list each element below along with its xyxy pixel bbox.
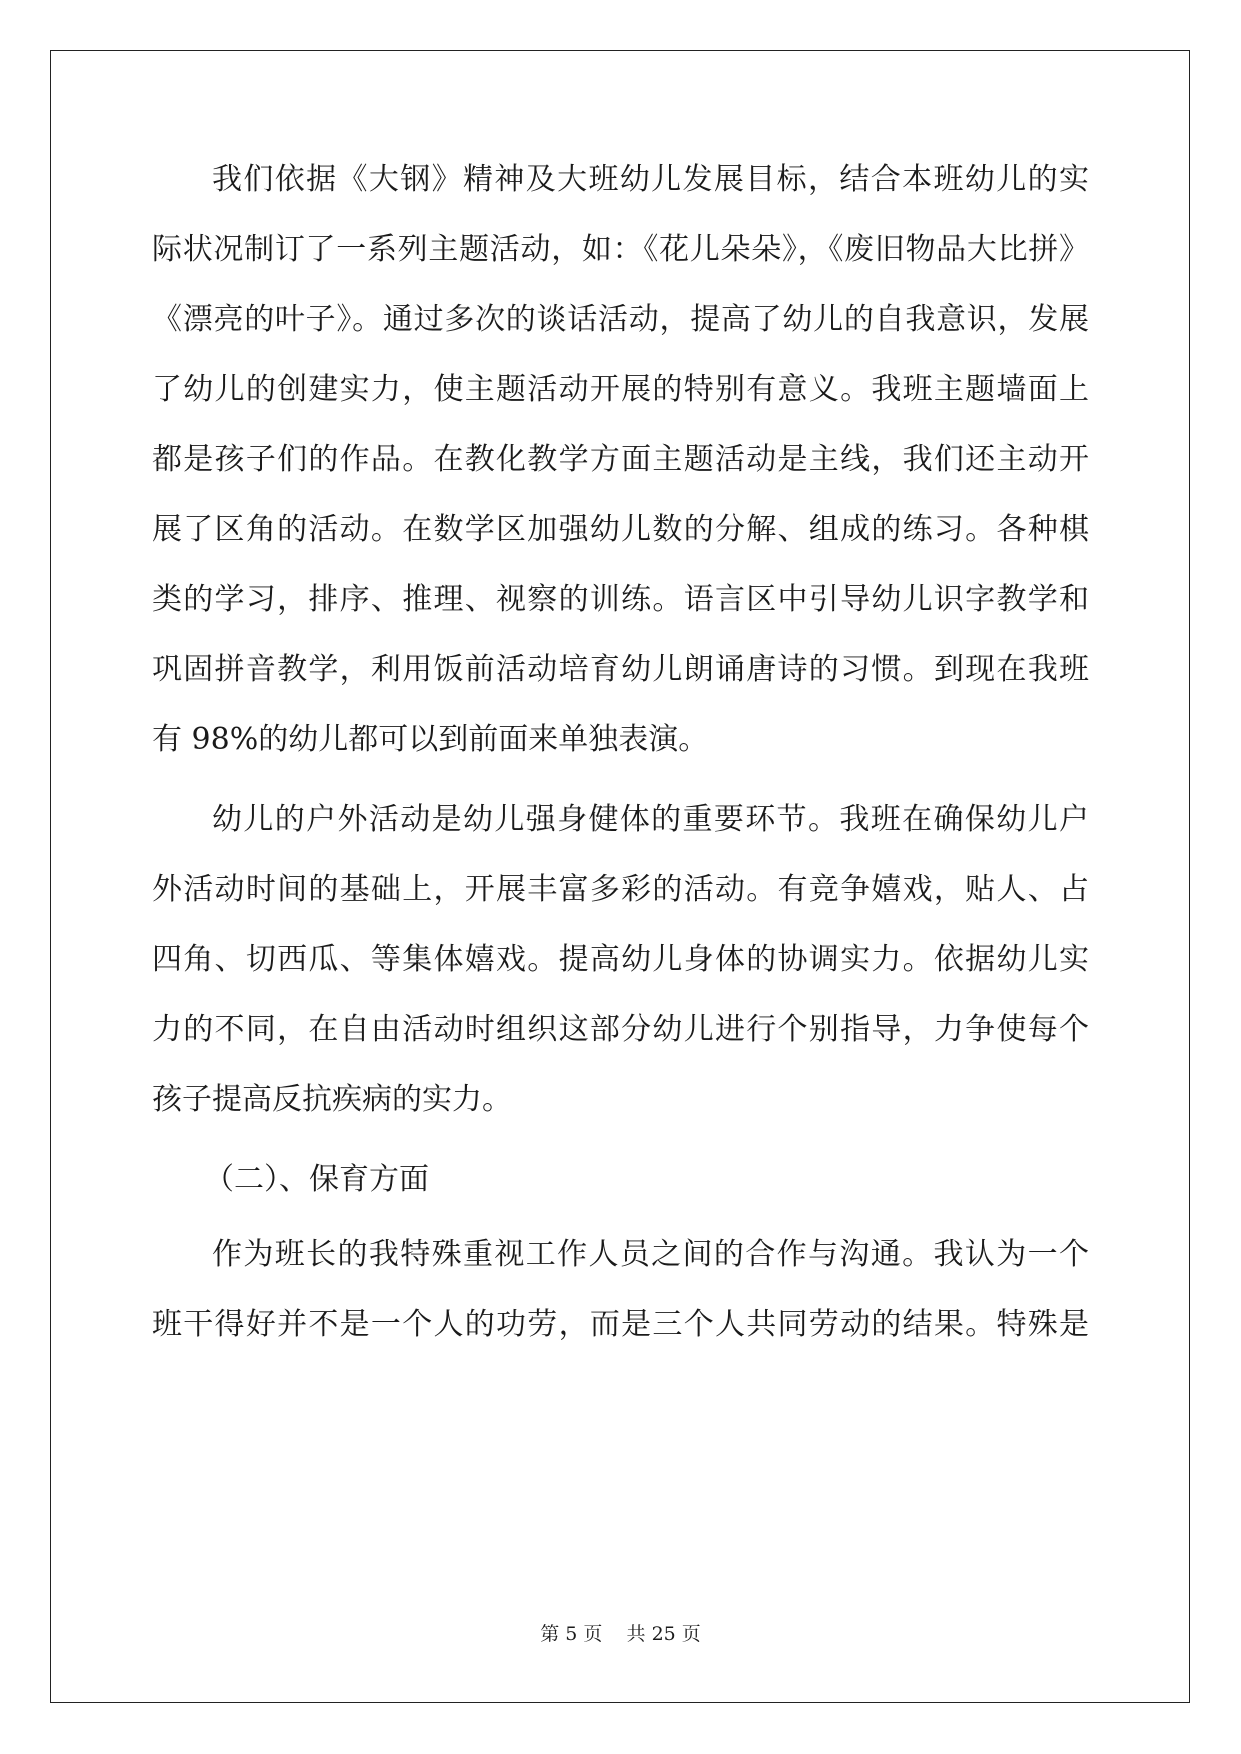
text-line: 孩子提高反抗疾病的实力。 bbox=[152, 1082, 512, 1117]
text-line: 《漂亮的叶子》。通过多次的谈话活动，提高了幼儿的自我意识，发展 bbox=[152, 302, 1089, 337]
text-line: 四角、切西瓜、等集体嬉戏。提高幼儿身体的协调实力。依据幼儿实 bbox=[152, 942, 1089, 977]
text-line: 类的学习，排序、推理、视察的训练。语言区中引导幼儿识字教学和 bbox=[152, 582, 1089, 617]
page-number-footer: 第 5 页 共 25 页 bbox=[540, 1623, 701, 1645]
text-line: 都是孩子们的作品。在教化教学方面主题活动是主线，我们还主动开 bbox=[152, 442, 1089, 477]
text-line: 班干得好并不是一个人的功劳，而是三个人共同劳动的结果。特殊是 bbox=[152, 1307, 1089, 1342]
text-line: 力的不同，在自由活动时组织这部分幼儿进行个别指导，力争使每个 bbox=[152, 1012, 1089, 1047]
text-line: 展了区角的活动。在数学区加强幼儿数的分解、组成的练习。各种棋 bbox=[152, 512, 1089, 547]
text-line: 了幼儿的创建实力，使主题活动开展的特别有意义。我班主题墙面上 bbox=[152, 372, 1089, 407]
text-line: 作为班长的我特殊重视工作人员之间的合作与沟通。我认为一个 bbox=[212, 1237, 1089, 1272]
text-line: 外活动时间的基础上，开展丰富多彩的活动。有竞争嬉戏，贴人、占 bbox=[152, 872, 1089, 907]
text-line: 巩固拼音教学，利用饭前活动培育幼儿朗诵唐诗的习惯。到现在我班 bbox=[152, 652, 1089, 687]
section-heading: （二）、保育方面 bbox=[204, 1162, 429, 1197]
text-line: 有 98%的幼儿都可以到前面来单独表演。 bbox=[152, 722, 709, 757]
text-line: 幼儿的户外活动是幼儿强身健体的重要环节。我班在确保幼儿户 bbox=[212, 802, 1089, 837]
text-line: 际状况制订了一系列主题活动，如：《花儿朵朵》，《废旧物品大比拼》 bbox=[152, 232, 1089, 267]
text-line: 我们依据《大钢》精神及大班幼儿发展目标，结合本班幼儿的实 bbox=[212, 162, 1089, 197]
